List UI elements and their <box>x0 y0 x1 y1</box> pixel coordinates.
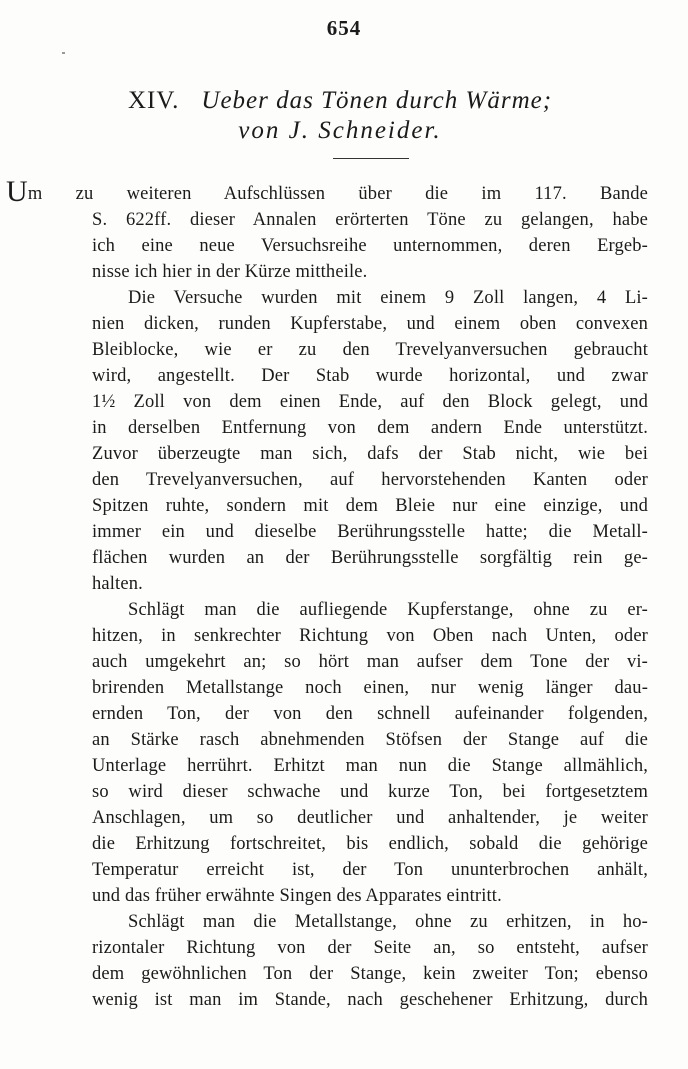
article-body <box>6 175 648 1013</box>
text-line: Schlägt man die Metallstange, ohne zu erhitzen, in ho- <box>128 912 648 932</box>
text-line: brirenden Metallstange noch einen, nur wenig länger dau- <box>92 678 648 698</box>
text-line: hitzen, in senkrechter Richtung von Oben nach Unten, oder <box>92 626 648 646</box>
text-line: S. 622ff. dieser Annalen erörterten Töne zu gelangen, habe <box>92 210 648 230</box>
title-divider <box>333 158 409 159</box>
text-line: halten. <box>92 574 143 594</box>
text-line: Zuvor überzeugte man sich, dafs der Stab nicht, wie bei <box>92 444 648 464</box>
text-line: nisse ich hier in der Kürze mittheile. <box>92 262 368 282</box>
text-line: Temperatur erreicht ist, der Ton ununterbrochen anhält, <box>92 860 648 880</box>
text-line: so wird dieser schwache und kurze Ton, bei fortgesetztem <box>92 782 648 802</box>
text-line: wenig ist man im Stande, nach geschehener Erhitzung, durch <box>92 990 648 1010</box>
text-line: wird, angestellt. Der Stab wurde horizontal, und zwar <box>92 366 648 386</box>
text-line: an Stärke rasch abnehmenden Stöfsen der Stange auf die <box>92 730 648 750</box>
page-speck <box>62 52 65 54</box>
text-line: Die Versuche wurden mit einem 9 Zoll langen, 4 Li- <box>128 288 648 308</box>
drop-cap: U <box>6 175 28 208</box>
text-line: und das früher erwähnte Singen des Apparates eintritt. <box>92 886 502 906</box>
text-line: Anschlagen, um so deutlicher und anhaltender, je weiter <box>92 808 648 828</box>
article-heading <box>40 86 640 146</box>
text-line: Um zu weiteren Aufschlüssen über die im 117. Bande <box>6 175 648 208</box>
section-numeral: XIV. <box>127 87 180 114</box>
text-line: 1½ Zoll von dem einen Ende, auf den Block gelegt, und <box>92 392 648 412</box>
text-line: Unterlage herrührt. Erhitzt man nun die Stange allmählich, <box>92 756 648 776</box>
page-number: 654 <box>326 16 362 40</box>
article-author: von J. Schneider. <box>238 117 442 144</box>
text-line: Bleiblocke, wie er zu den Trevelyanversuchen gebraucht <box>92 340 648 360</box>
article-title: Ueber das Tönen durch Wärme; <box>201 87 553 114</box>
text-line: rizontaler Richtung von der Seite an, so entsteht, aufser <box>92 938 648 958</box>
text-line: immer ein und dieselbe Berührungsstelle hatte; die Metall- <box>92 522 648 542</box>
text-line: Spitzen ruhte, sondern mit dem Bleie nur eine einzige, und <box>92 496 648 516</box>
text-line: die Erhitzung fortschreitet, bis endlich, sobald die gehörige <box>92 834 648 854</box>
text-line: dem gewöhnlichen Ton der Stange, kein zweiter Ton; ebenso <box>92 964 648 984</box>
text-line: nien dicken, runden Kupferstabe, und einem oben convexen <box>92 314 648 334</box>
text-line: auch umgekehrt an; so hört man aufser dem Tone der vi- <box>92 652 648 672</box>
text-line: Schlägt man die aufliegende Kupferstange, ohne zu er- <box>128 600 648 620</box>
text-line: ich eine neue Versuchsreihe unternommen, deren Ergeb- <box>92 236 648 256</box>
text-line: in derselben Entfernung von dem andern Ende unterstützt. <box>92 418 648 438</box>
text-line: flächen wurden an der Berührungsstelle sorgfältig rein ge- <box>92 548 648 568</box>
text-line: ernden Ton, der von den schnell aufeinander folgenden, <box>92 704 648 724</box>
text-line: den Trevelyanversuchen, auf hervorstehenden Kanten oder <box>92 470 648 490</box>
